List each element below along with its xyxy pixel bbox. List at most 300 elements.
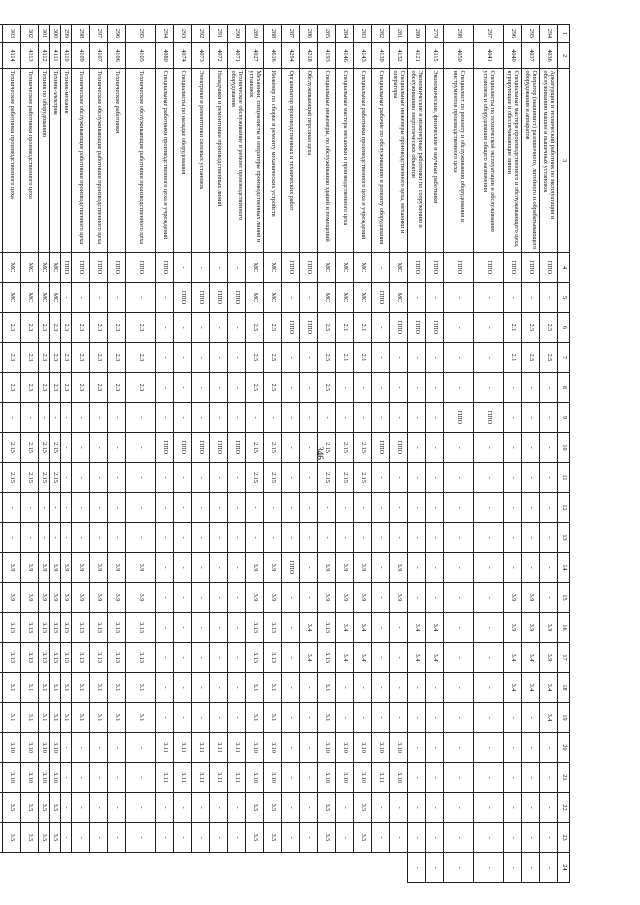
table-cell	[0, 313, 3, 343]
table-cell: 3.10	[318, 763, 336, 793]
table-cell: -	[372, 313, 390, 343]
occupation-name-cell: Аркатурщик и технический работник по эксплуатации и обслуживанию машин и вышечных установок	[540, 69, 558, 253]
table-cell: -	[126, 523, 156, 553]
table-cell: 2.3	[50, 313, 61, 343]
table-cell: -	[282, 583, 300, 613]
column-header: 1	[558, 25, 570, 43]
table-cell: -	[90, 283, 108, 313]
table-cell: 2.15	[21, 433, 39, 463]
table-cell: -	[426, 493, 444, 523]
table-cell: 3.9	[108, 583, 126, 613]
table-cell: -	[210, 793, 228, 823]
table-cell: 3.13	[3, 613, 21, 643]
table-cell: -	[444, 373, 474, 403]
table-cell: 3.1	[246, 673, 264, 703]
table-cell	[0, 553, 3, 583]
occupation-name-cell: Технические обслуживающие работники производственного цеха	[90, 69, 108, 253]
table-cell: 2.15	[318, 463, 336, 493]
table-cell: -	[282, 493, 300, 523]
table-cell: 288	[264, 25, 282, 43]
table-cell: 3.13	[50, 613, 61, 643]
occupation-name-cell: Техник по оборудованию	[39, 69, 50, 253]
table-cell: -	[72, 433, 90, 463]
table-row	[372, 25, 390, 883]
table-cell: -	[408, 373, 426, 403]
table-cell: -	[156, 343, 174, 373]
table-cell: 3.9	[108, 553, 126, 583]
table-cell: -	[126, 463, 156, 493]
table-cell: 3.10	[390, 733, 408, 763]
table-cell: -	[174, 523, 192, 553]
table-cell: -	[300, 343, 318, 373]
table-cell: ППО	[474, 253, 504, 283]
table-cell: 3.9	[540, 643, 558, 673]
table-cell: 3.4	[300, 643, 318, 673]
column-header: 12	[558, 493, 570, 523]
table-cell	[0, 583, 3, 613]
table-cell: 3.9	[126, 553, 156, 583]
table-cell: -	[444, 673, 474, 703]
table-cell: 2.15	[354, 433, 372, 463]
table-cell: -	[372, 403, 390, 433]
table-cell: -	[174, 493, 192, 523]
table-cell: -	[300, 703, 318, 733]
table-cell: -	[474, 433, 504, 463]
table-cell: ППО	[300, 313, 318, 343]
table-cell: 3.1	[264, 673, 282, 703]
table-cell: -	[504, 463, 522, 493]
table-cell: -	[282, 523, 300, 553]
table-cell: -	[444, 733, 474, 763]
table-cell: -	[282, 733, 300, 763]
table-cell: 2.3	[21, 373, 39, 403]
table-cell: ППО	[372, 433, 390, 463]
table-cell: ППО	[444, 403, 474, 433]
table-cell: 282	[372, 25, 390, 43]
column-header: 19	[558, 703, 570, 733]
table-cell: -	[426, 793, 444, 823]
column-header: 4	[558, 253, 570, 283]
table-cell: ППО	[108, 253, 126, 283]
column-header: 8	[558, 373, 570, 403]
table-cell: -	[90, 463, 108, 493]
table-cell: -	[426, 823, 444, 853]
occupation-name-cell: Специальные мастера производственного и обслуживающего цеха, курирующие и обеспечивающие линии	[504, 69, 522, 253]
table-cell: -	[474, 283, 504, 313]
table-cell: 291	[210, 25, 228, 43]
table-cell: -	[444, 763, 474, 793]
table-cell: -	[354, 673, 372, 703]
table-cell: -	[156, 523, 174, 553]
table-row	[210, 25, 228, 883]
table-cell: -	[210, 673, 228, 703]
table-cell: 2.15	[50, 433, 61, 463]
occupation-name-cell: Обслуживающий персонал цеха	[300, 69, 318, 253]
table-cell: -	[126, 493, 156, 523]
table-cell: -	[3, 403, 21, 433]
table-cell: 2.15	[264, 433, 282, 463]
table-cell: ППО	[90, 253, 108, 283]
table-cell: -	[474, 823, 504, 853]
table-cell: -	[504, 823, 522, 853]
table-cell: -	[474, 673, 504, 703]
table-cell: -	[408, 763, 426, 793]
table-cell: -	[282, 283, 300, 313]
table-cell: 3.9	[39, 553, 50, 583]
table-cell: ППО	[504, 253, 522, 283]
table-cell: 2.1	[504, 343, 522, 373]
table-cell: -	[300, 823, 318, 853]
table-cell: -	[426, 523, 444, 553]
table-cell: -	[426, 463, 444, 493]
table-cell: -	[61, 403, 72, 433]
table-cell: 3.4	[300, 613, 318, 643]
table-cell: 3.5	[21, 793, 39, 823]
table-cell: -	[282, 373, 300, 403]
table-cell: 296	[504, 25, 522, 43]
table-cell: -	[540, 553, 558, 583]
table-cell: 3.9	[264, 553, 282, 583]
table-cell: 3.9	[39, 583, 50, 613]
table-cell: -	[156, 583, 174, 613]
table-cell: 3.4	[504, 673, 522, 703]
table-cell: 284	[336, 25, 354, 43]
table-cell: -	[336, 493, 354, 523]
table-cell: 3.1	[3, 703, 21, 733]
table-cell: -	[228, 463, 246, 493]
table-cell: -	[504, 793, 522, 823]
table-cell: -	[210, 253, 228, 283]
table-cell: -	[210, 313, 228, 343]
column-header: 21	[558, 763, 570, 793]
table-cell: 2.5	[522, 313, 540, 343]
table-cell: 4073	[192, 43, 210, 69]
table-cell: 287	[282, 25, 300, 43]
table-cell: -	[210, 643, 228, 673]
table-cell: 4143	[354, 43, 372, 69]
table-cell: -	[408, 823, 426, 853]
table-cell: 3.9	[246, 583, 264, 613]
table-cell: ППО	[192, 433, 210, 463]
table-cell: -	[444, 643, 474, 673]
table-cell: 4041	[474, 43, 504, 69]
table-cell: -	[210, 823, 228, 853]
table-cell: -	[300, 583, 318, 613]
column-header: 3	[558, 69, 570, 253]
table-row	[336, 25, 354, 883]
table-cell: 3.9	[336, 583, 354, 613]
table-cell: 3.10	[318, 733, 336, 763]
table-header-row	[558, 25, 570, 883]
table-cell: 4105	[126, 43, 156, 69]
table-cell: -	[474, 553, 504, 583]
table-cell: 3.1	[39, 703, 50, 733]
table-cell: -	[540, 373, 558, 403]
table-cell: 2.3	[3, 313, 21, 343]
table-cell: -	[540, 793, 558, 823]
table-cell: МС	[246, 283, 264, 313]
table-cell: 3.9	[126, 583, 156, 613]
table-cell: -	[390, 403, 408, 433]
table-cell: 3.4	[522, 643, 540, 673]
table-cell: 3.11	[372, 763, 390, 793]
table-cell	[0, 613, 3, 643]
table-cell: 3.13	[108, 613, 126, 643]
table-cell: 2.15	[21, 463, 39, 493]
table-cell: 2.3	[3, 343, 21, 373]
table-cell: 3.5	[354, 793, 372, 823]
table-cell: -	[156, 703, 174, 733]
table-cell: 3.13	[61, 613, 72, 643]
table-cell: -	[61, 283, 72, 313]
table-cell: -	[246, 403, 264, 433]
table-cell: 3.11	[228, 763, 246, 793]
table-cell: 2.15	[39, 463, 50, 493]
table-cell: 3.13	[50, 643, 61, 673]
table-cell: -	[336, 523, 354, 553]
table-cell: -	[300, 493, 318, 523]
table-cell: -	[390, 463, 408, 493]
occupation-name-cell: Специальные инженеры производственного цеха, механики и операторы	[390, 69, 408, 253]
table-cell: 2.15	[264, 463, 282, 493]
table-cell: -	[210, 583, 228, 613]
table-cell: 2.3	[72, 373, 90, 403]
table-cell: -	[72, 403, 90, 433]
table-cell: -	[522, 373, 540, 403]
table-row	[282, 25, 300, 883]
table-cell: 3.1	[72, 703, 90, 733]
table-row	[174, 25, 192, 883]
table-row	[39, 25, 50, 883]
table-cell: 285	[318, 25, 336, 43]
occupation-name-cell: Технические обслуживающие работники производственного цеха	[126, 69, 156, 253]
table-cell: -	[336, 823, 354, 853]
table-cell: -	[474, 463, 504, 493]
table-cell	[0, 793, 3, 823]
table-cell: 3.10	[50, 763, 61, 793]
table-cell: 296	[108, 25, 126, 43]
table-cell: -	[126, 733, 156, 763]
table-row	[21, 25, 39, 883]
table-cell: 4037	[522, 43, 540, 69]
table-cell: 3.1	[108, 703, 126, 733]
table-cell: -	[390, 343, 408, 373]
table-cell: 3.10	[39, 763, 50, 793]
table-cell: 2.3	[126, 313, 156, 343]
table-cell	[0, 343, 3, 373]
occupation-name-cell: Специальные инженеры, по обслуживанию зданий и помещений	[318, 69, 336, 253]
occupation-name-cell: Электрики и ремонтники силовых установок	[192, 69, 210, 253]
table-cell: -	[540, 283, 558, 313]
table-cell: -	[540, 403, 558, 433]
table-cell: -	[372, 463, 390, 493]
table-cell: -	[390, 373, 408, 403]
table-cell: -	[228, 643, 246, 673]
table-cell: -	[192, 673, 210, 703]
table-cell: -	[444, 493, 474, 523]
table-cell: -	[192, 253, 210, 283]
table-cell: 298	[72, 25, 90, 43]
table-cell: -	[318, 523, 336, 553]
table-cell: -	[522, 523, 540, 553]
table-cell: -	[174, 313, 192, 343]
table-cell: МС	[390, 283, 408, 313]
table-cell: 4074	[174, 43, 192, 69]
table-cell: -	[522, 703, 540, 733]
table-cell: -	[408, 433, 426, 463]
table-cell: МС	[264, 253, 282, 283]
table-cell: -	[426, 553, 444, 583]
table-cell: 2.3	[126, 373, 156, 403]
table-cell: -	[21, 403, 39, 433]
table-cell: 303	[3, 25, 21, 43]
table-cell: -	[522, 853, 540, 883]
table-cell	[0, 823, 3, 853]
table-cell: -	[90, 733, 108, 763]
table-cell: -	[522, 283, 540, 313]
table-cell: -	[72, 733, 90, 763]
table-cell: ППО	[282, 553, 300, 583]
table-cell: -	[408, 493, 426, 523]
table-cell: -	[522, 493, 540, 523]
table-cell: -	[210, 493, 228, 523]
table-cell: -	[444, 853, 474, 883]
table-cell: -	[192, 403, 210, 433]
column-header: 17	[558, 643, 570, 673]
table-cell: ППО	[474, 403, 504, 433]
occupation-name-cell: Специальные рабочие по обслуживанию и ремонту оборудования	[372, 69, 390, 253]
table-cell: 3.10	[372, 733, 390, 763]
table-cell: -	[228, 613, 246, 643]
table-cell: 3.13	[21, 643, 39, 673]
table-cell: -	[192, 343, 210, 373]
table-cell: -	[126, 403, 156, 433]
occupation-name-cell: Технические работники производственного цеха	[3, 69, 21, 253]
table-cell: -	[156, 463, 174, 493]
table-cell: 3.13	[72, 613, 90, 643]
table-cell: -	[156, 823, 174, 853]
table-cell: -	[354, 523, 372, 553]
table-cell: МС	[50, 253, 61, 283]
table-cell: -	[174, 643, 192, 673]
table-cell: МС	[3, 253, 21, 283]
table-cell: -	[264, 403, 282, 433]
table-cell: -	[372, 703, 390, 733]
table-row	[354, 25, 372, 883]
table-cell: -	[282, 673, 300, 703]
table-cell: 2.3	[72, 343, 90, 373]
table-cell: -	[426, 403, 444, 433]
table-cell: -	[408, 793, 426, 823]
column-header: 14	[558, 553, 570, 583]
table-cell: -	[228, 793, 246, 823]
table-cell: -	[156, 613, 174, 643]
table-cell: 3.13	[39, 613, 50, 643]
table-cell: 2.3	[21, 343, 39, 373]
table-cell: 3.10	[354, 763, 372, 793]
table-cell: -	[156, 643, 174, 673]
table-cell: ППО	[156, 433, 174, 463]
occupation-name-cell: Технические работники производственного цеха	[21, 69, 39, 253]
occupation-name-cell: Специалисты по технической эксплуатации и обслуживанию установок и оборудования общего назначения	[474, 69, 504, 253]
table-cell: 3.1	[39, 673, 50, 703]
table-cell: -	[540, 463, 558, 493]
table-cell: 286	[300, 25, 318, 43]
table-cell: -	[474, 373, 504, 403]
table-cell: -	[282, 433, 300, 463]
table-cell: -	[282, 703, 300, 733]
table-rotator	[8, 24, 570, 882]
table-cell: -	[372, 493, 390, 523]
table-cell: -	[300, 373, 318, 403]
table-cell: ППО	[228, 433, 246, 463]
table-cell: -	[522, 403, 540, 433]
table-cell: -	[444, 583, 474, 613]
table-cell: -	[228, 403, 246, 433]
table-cell: 297	[474, 25, 504, 43]
table-cell: -	[108, 763, 126, 793]
table-cell: 2.5	[318, 343, 336, 373]
table-cell: 3.10	[3, 733, 21, 763]
table-cell: -	[372, 793, 390, 823]
table-row	[474, 25, 504, 883]
table-cell: 2.5	[264, 313, 282, 343]
table-cell: -	[282, 823, 300, 853]
table-cell: ППО	[540, 253, 558, 283]
column-header: 5	[558, 283, 570, 313]
table-cell: -	[504, 733, 522, 763]
table-cell: 3.10	[246, 733, 264, 763]
table-row	[50, 25, 61, 883]
table-cell: -	[192, 463, 210, 493]
table-cell	[0, 763, 3, 793]
table-cell: -	[228, 253, 246, 283]
table-cell: 2.5	[522, 343, 540, 373]
table-cell: 2.15	[39, 433, 50, 463]
table-cell: -	[192, 823, 210, 853]
table-cell: -	[90, 823, 108, 853]
table-cell: 3.5	[246, 793, 264, 823]
table-cell: -	[474, 523, 504, 553]
table-cell: -	[372, 523, 390, 553]
table-cell	[0, 253, 3, 283]
table-cell: -	[300, 433, 318, 463]
table-cell: -	[426, 853, 444, 883]
occupation-name-cell: Специалист по ремонту и обслуживанию оборудования и инструментов производственного цеха	[444, 69, 474, 253]
table-cell: -	[72, 523, 90, 553]
occupation-name-cell: Специальные работники производственного цеха и учреждений	[354, 69, 372, 253]
table-cell: -	[282, 763, 300, 793]
table-cell: 3.4	[540, 703, 558, 733]
table-cell: -	[372, 253, 390, 283]
table-cell: 4616	[264, 43, 282, 69]
column-header: 9	[558, 403, 570, 433]
table-cell: 2.3	[108, 313, 126, 343]
table-cell: 290	[228, 25, 246, 43]
table-cell: 3.5	[318, 793, 336, 823]
column-header: 20	[558, 733, 570, 763]
table-cell: ППО	[210, 283, 228, 313]
table-cell: -	[126, 823, 156, 853]
table-cell: -	[408, 673, 426, 703]
table-cell: -	[372, 583, 390, 613]
table-cell: 3.1	[108, 673, 126, 703]
table-cell: 3.4	[504, 643, 522, 673]
table-cell: -	[156, 403, 174, 433]
table-cell: -	[228, 823, 246, 853]
table-cell: -	[336, 703, 354, 733]
occupation-name-cell: Специальные мастера механики и производственного цеха	[336, 69, 354, 253]
